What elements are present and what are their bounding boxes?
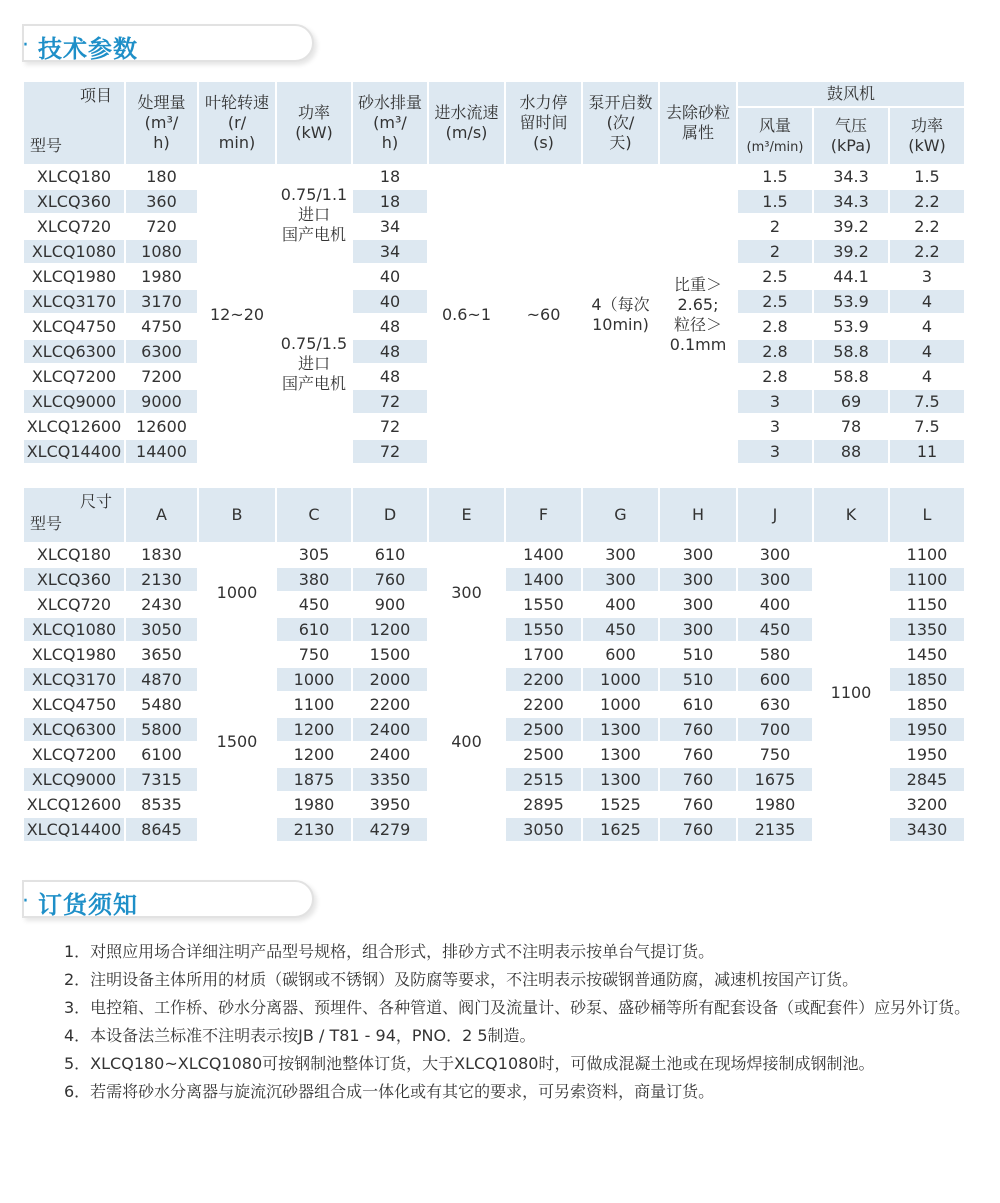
air-cell: 2.5 [737, 264, 813, 289]
dim-F-cell: 2500 [505, 742, 582, 767]
dim-G-cell: 450 [582, 617, 659, 642]
dim-D-cell: 4279 [352, 817, 428, 842]
capacity-cell: 1080 [125, 239, 198, 264]
blower-power-cell: 1.5 [889, 165, 965, 189]
air-cell: 2 [737, 214, 813, 239]
model-cell: XLCQ4750 [23, 692, 125, 717]
capacity-cell: 12600 [125, 414, 198, 439]
merged-line: 0.75/1.5 [280, 334, 348, 353]
air-cell: 3 [737, 389, 813, 414]
dim-A-cell: 4870 [125, 667, 198, 692]
blower-power-cell: 2.2 [889, 189, 965, 214]
discharge-cell: 18 [352, 165, 428, 189]
dim-H-cell: 760 [659, 767, 737, 792]
note-item: 2．注明设备主体所用的材质（碳钢或不锈钢）及防腐等要求，不注明表示按碳钢普通防腐，减速机按国产订货。 [64, 970, 859, 989]
order-notes [32, 938, 972, 1106]
corner-cell [23, 487, 125, 543]
dim-D-cell: 2200 [352, 692, 428, 717]
dim-G-cell: 1525 [582, 792, 659, 817]
dim-H-cell: 760 [659, 742, 737, 767]
dim-G-cell: 1300 [582, 767, 659, 792]
pressure-cell: 69 [813, 389, 889, 414]
merged-line: 国产电机 [281, 374, 346, 393]
dim-C-cell: 2130 [276, 817, 352, 842]
blower-power-cell: 7.5 [889, 389, 965, 414]
dim-A-cell: 5800 [125, 717, 198, 742]
discharge-cell: 72 [352, 439, 428, 464]
discharge-cell: 34 [352, 214, 428, 239]
dim-F-cell: 1550 [505, 617, 582, 642]
model-cell: XLCQ180 [23, 543, 125, 567]
model-cell: XLCQ12600 [23, 792, 125, 817]
model-cell: XLCQ1080 [23, 617, 125, 642]
pressure-cell: 39.2 [813, 214, 889, 239]
merged-line: 进口 [297, 204, 330, 224]
air-cell: 3 [737, 414, 813, 439]
dim-G-cell: 300 [582, 543, 659, 567]
dim-H-cell: 510 [659, 667, 737, 692]
dim-D-cell: 1500 [352, 642, 428, 667]
dim-L-cell: 1850 [889, 667, 965, 692]
model-cell: XLCQ1980 [23, 642, 125, 667]
blower-power-cell: 2.2 [889, 214, 965, 239]
header-pressure: 气压 (kPa) [813, 107, 889, 165]
dim-J-cell: 580 [737, 642, 813, 667]
dim-L-cell: 1150 [889, 592, 965, 617]
dim-H-cell: 760 [659, 717, 737, 742]
dim-D-cell: 760 [352, 567, 428, 592]
blower-power-cell: 4 [889, 314, 965, 339]
header-removal: 去除砂粒 属性 [659, 81, 737, 165]
capacity-cell: 7200 [125, 364, 198, 389]
dim-L-cell: 1100 [889, 543, 965, 567]
model-cell: XLCQ12600 [23, 414, 125, 439]
header-C: C [276, 487, 352, 543]
header-pump: 泵开启数 (次/ 天) [582, 81, 659, 165]
dim-D-cell: 2400 [352, 717, 428, 742]
dim-A-cell: 2430 [125, 592, 198, 617]
dim-L-cell: 1450 [889, 642, 965, 667]
inflow-merged-cell: 0.6~1 [428, 165, 505, 464]
merged-line: 国产电机 [281, 224, 346, 244]
dim-A-cell: 2130 [125, 567, 198, 592]
dim-C-cell: 450 [276, 592, 352, 617]
dim-J-cell: 1980 [737, 792, 813, 817]
dim-G-cell: 300 [582, 567, 659, 592]
air-cell: 1.5 [737, 189, 813, 214]
dim-A-cell: 1830 [125, 543, 198, 567]
capacity-cell: 14400 [125, 439, 198, 464]
discharge-cell: 72 [352, 414, 428, 439]
dim-J-cell: 600 [737, 667, 813, 692]
dim-L-cell: 3200 [889, 792, 965, 817]
corner-bottom-label: 型号 [30, 136, 63, 155]
dim-J-cell: 450 [737, 617, 813, 642]
dim-D-cell: 900 [352, 592, 428, 617]
air-cell: 3 [737, 439, 813, 464]
air-cell: 2.8 [737, 339, 813, 364]
dim-H-cell: 300 [659, 567, 737, 592]
corner-top-label: 项目 [79, 86, 112, 105]
pressure-cell: 58.8 [813, 364, 889, 389]
air-cell: 2 [737, 239, 813, 264]
header-capacity: 处理量 (m³/ h) [125, 81, 198, 165]
section-title: 订货须知 [38, 891, 138, 919]
air-cell: 1.5 [737, 165, 813, 189]
discharge-cell: 18 [352, 189, 428, 214]
capacity-cell: 4750 [125, 314, 198, 339]
dim-L-cell: 1950 [889, 742, 965, 767]
header-blower: 鼓风机 [737, 81, 965, 107]
merged-line: 2.65; [677, 294, 719, 314]
note-item: 4．本设备法兰标准不注明表示按JB / T81 - 94，PNO．2 5制造。 [64, 1026, 536, 1045]
merged-line: 进口 [297, 354, 330, 373]
dim-F-cell: 2515 [505, 767, 582, 792]
air-cell: 2.8 [737, 314, 813, 339]
header-L: L [889, 487, 965, 543]
corner-top-label: 尺寸 [79, 492, 112, 511]
dim-A-cell: 3050 [125, 617, 198, 642]
pressure-cell: 58.8 [813, 339, 889, 364]
blower-power-cell: 3 [889, 264, 965, 289]
dim-C-cell: 610 [276, 617, 352, 642]
dim-C-cell: 1875 [276, 767, 352, 792]
pressure-cell: 78 [813, 414, 889, 439]
model-cell: XLCQ1980 [23, 264, 125, 289]
model-cell: XLCQ6300 [23, 339, 125, 364]
capacity-cell: 360 [125, 189, 198, 214]
dim-J-cell: 400 [737, 592, 813, 617]
table-row [23, 543, 965, 567]
air-cell: 2.8 [737, 364, 813, 389]
model-cell: XLCQ180 [23, 165, 125, 189]
pressure-cell: 39.2 [813, 239, 889, 264]
dim-H-cell: 300 [659, 617, 737, 642]
dim-J-cell: 750 [737, 742, 813, 767]
corner-bottom-label: 型号 [30, 514, 63, 533]
header-air: 风量 (m³/min) [737, 107, 813, 165]
tech-params-table [22, 80, 966, 465]
dim-J-cell: 700 [737, 717, 813, 742]
blower-power-cell: 7.5 [889, 414, 965, 439]
header-inflow: 进水流速 (m/s) [428, 81, 505, 165]
header-D: D [352, 487, 428, 543]
dim-D-cell: 610 [352, 543, 428, 567]
note-item: 3．电控箱、工作桥、砂水分离器、预埋件、各种管道、阀门及流量计、砂泵、盛砂桶等所有配套设备（或配套件）应另外订货。 [64, 998, 971, 1017]
model-cell: XLCQ720 [23, 592, 125, 617]
dim-C-cell: 750 [276, 642, 352, 667]
capacity-cell: 9000 [125, 389, 198, 414]
dim-K-merged-cell: 1100 [813, 543, 889, 842]
note-item: 6．若需将砂水分离器与旋流沉砂器组合成一体化或有其它的要求，可另索资料，商量订货。 [64, 1082, 715, 1101]
merged-line: 10min) [592, 314, 649, 334]
dim-B-merged-cell: 1000 [198, 543, 276, 642]
dim-F-cell: 2895 [505, 792, 582, 817]
dim-J-cell: 2135 [737, 817, 813, 842]
note-item: 1．对照应用场合详细注明产品型号规格，组合形式，排砂方式不注明表示按单台气提订货。 [64, 942, 715, 961]
pressure-cell: 34.3 [813, 189, 889, 214]
dim-F-cell: 1400 [505, 543, 582, 567]
header-H: H [659, 487, 737, 543]
model-cell: XLCQ360 [23, 567, 125, 592]
discharge-cell: 48 [352, 339, 428, 364]
capacity-cell: 720 [125, 214, 198, 239]
retention-merged-cell: ~60 [505, 165, 582, 464]
merged-line: 0.75/1.1 [280, 184, 348, 204]
table-row [23, 165, 965, 189]
corner-cell [23, 81, 125, 165]
dim-E-merged-cell: 300 [428, 543, 505, 642]
model-cell: XLCQ14400 [23, 817, 125, 842]
dim-A-cell: 6100 [125, 742, 198, 767]
dim-A-cell: 8645 [125, 817, 198, 842]
discharge-cell: 48 [352, 314, 428, 339]
dim-G-cell: 400 [582, 592, 659, 617]
dimensions-table [22, 486, 966, 843]
note-item: 5．XLCQ180~XLCQ1080可按钢制池整体订货，大于XLCQ1080时，可做成混凝土池或在现场焊接制成钢制池。 [64, 1054, 875, 1073]
dim-C-cell: 1200 [276, 717, 352, 742]
dim-L-cell: 1350 [889, 617, 965, 642]
pump-merged-cell [582, 165, 659, 464]
dim-H-cell: 510 [659, 642, 737, 667]
dim-G-cell: 1300 [582, 742, 659, 767]
merged-line: 比重＞ [673, 274, 722, 294]
dim-J-cell: 300 [737, 567, 813, 592]
pressure-cell: 44.1 [813, 264, 889, 289]
dim-F-cell: 2200 [505, 667, 582, 692]
dim-C-cell: 305 [276, 543, 352, 567]
dim-D-cell: 3950 [352, 792, 428, 817]
capacity-cell: 3170 [125, 289, 198, 314]
removal-merged-cell [659, 165, 737, 464]
section-header-order-notes [22, 880, 314, 918]
dim-F-cell: 1400 [505, 567, 582, 592]
section-dot: · [22, 889, 29, 914]
merged-line: 粒径＞ [673, 314, 722, 334]
discharge-cell: 48 [352, 364, 428, 389]
capacity-cell: 6300 [125, 339, 198, 364]
header-power: 功率 (kW) [276, 81, 352, 165]
dim-C-cell: 1000 [276, 667, 352, 692]
dim-A-cell: 3650 [125, 642, 198, 667]
dim-D-cell: 3350 [352, 767, 428, 792]
blower-power-cell: 4 [889, 339, 965, 364]
section-title: 技术参数 [38, 35, 138, 63]
dim-J-cell: 1675 [737, 767, 813, 792]
dim-G-cell: 1000 [582, 692, 659, 717]
header-A: A [125, 487, 198, 543]
dim-L-cell: 1950 [889, 717, 965, 742]
dim-C-cell: 1100 [276, 692, 352, 717]
model-cell: XLCQ720 [23, 214, 125, 239]
pressure-cell: 53.9 [813, 289, 889, 314]
model-cell: XLCQ4750 [23, 314, 125, 339]
dim-A-cell: 8535 [125, 792, 198, 817]
model-cell: XLCQ7200 [23, 742, 125, 767]
header-B: B [198, 487, 276, 543]
dim-L-cell: 1850 [889, 692, 965, 717]
dim-H-cell: 760 [659, 792, 737, 817]
dim-A-cell: 7315 [125, 767, 198, 792]
model-cell: XLCQ7200 [23, 364, 125, 389]
dim-H-cell: 300 [659, 592, 737, 617]
dim-G-cell: 600 [582, 642, 659, 667]
dim-D-cell: 2400 [352, 742, 428, 767]
dim-H-cell: 760 [659, 817, 737, 842]
dim-C-cell: 1200 [276, 742, 352, 767]
speed-merged-cell: 12~20 [198, 165, 276, 464]
section-dot: · [22, 33, 29, 58]
header-discharge: 砂水排量 (m³/ h) [352, 81, 428, 165]
dim-L-cell: 3430 [889, 817, 965, 842]
blower-power-cell: 11 [889, 439, 965, 464]
dim-C-cell: 1980 [276, 792, 352, 817]
dim-G-cell: 1000 [582, 667, 659, 692]
model-cell: XLCQ9000 [23, 767, 125, 792]
header-E: E [428, 487, 505, 543]
pressure-cell: 34.3 [813, 165, 889, 189]
capacity-cell: 180 [125, 165, 198, 189]
dim-F-cell: 3050 [505, 817, 582, 842]
discharge-cell: 40 [352, 264, 428, 289]
dim-F-cell: 1550 [505, 592, 582, 617]
model-cell: XLCQ360 [23, 189, 125, 214]
dim-F-cell: 1700 [505, 642, 582, 667]
discharge-cell: 72 [352, 389, 428, 414]
dim-D-cell: 2000 [352, 667, 428, 692]
merged-line: 0.1mm [669, 334, 727, 354]
dim-F-cell: 2500 [505, 717, 582, 742]
model-cell: XLCQ9000 [23, 389, 125, 414]
dim-G-cell: 1300 [582, 717, 659, 742]
air-cell: 2.5 [737, 289, 813, 314]
dim-G-cell: 1625 [582, 817, 659, 842]
dim-H-cell: 300 [659, 543, 737, 567]
capacity-cell: 1980 [125, 264, 198, 289]
power-merged-cell [276, 165, 352, 264]
blower-power-cell: 4 [889, 364, 965, 389]
dim-H-cell: 610 [659, 692, 737, 717]
power-merged-cell [276, 264, 352, 464]
dim-B-merged-cell: 1500 [198, 642, 276, 842]
pressure-cell: 88 [813, 439, 889, 464]
header-speed: 叶轮转速 (r/ min) [198, 81, 276, 165]
dim-F-cell: 2200 [505, 692, 582, 717]
blower-power-cell: 2.2 [889, 239, 965, 264]
section-header-tech-params [22, 24, 314, 62]
header-bpower: 功率 (kW) [889, 107, 965, 165]
dim-J-cell: 300 [737, 543, 813, 567]
merged-line: 4（每次 [591, 294, 650, 314]
model-cell: XLCQ3170 [23, 667, 125, 692]
header-K: K [813, 487, 889, 543]
blower-power-cell: 4 [889, 289, 965, 314]
model-cell: XLCQ3170 [23, 289, 125, 314]
dim-L-cell: 1100 [889, 567, 965, 592]
discharge-cell: 40 [352, 289, 428, 314]
header-retention: 水力停 留时间 (s) [505, 81, 582, 165]
dim-A-cell: 5480 [125, 692, 198, 717]
header-F: F [505, 487, 582, 543]
dim-D-cell: 1200 [352, 617, 428, 642]
model-cell: XLCQ14400 [23, 439, 125, 464]
model-cell: XLCQ1080 [23, 239, 125, 264]
dim-C-cell: 380 [276, 567, 352, 592]
header-G: G [582, 487, 659, 543]
pressure-cell: 53.9 [813, 314, 889, 339]
model-cell: XLCQ6300 [23, 717, 125, 742]
header-J: J [737, 487, 813, 543]
dim-J-cell: 630 [737, 692, 813, 717]
dim-L-cell: 2845 [889, 767, 965, 792]
discharge-cell: 34 [352, 239, 428, 264]
dim-E-merged-cell: 400 [428, 642, 505, 842]
